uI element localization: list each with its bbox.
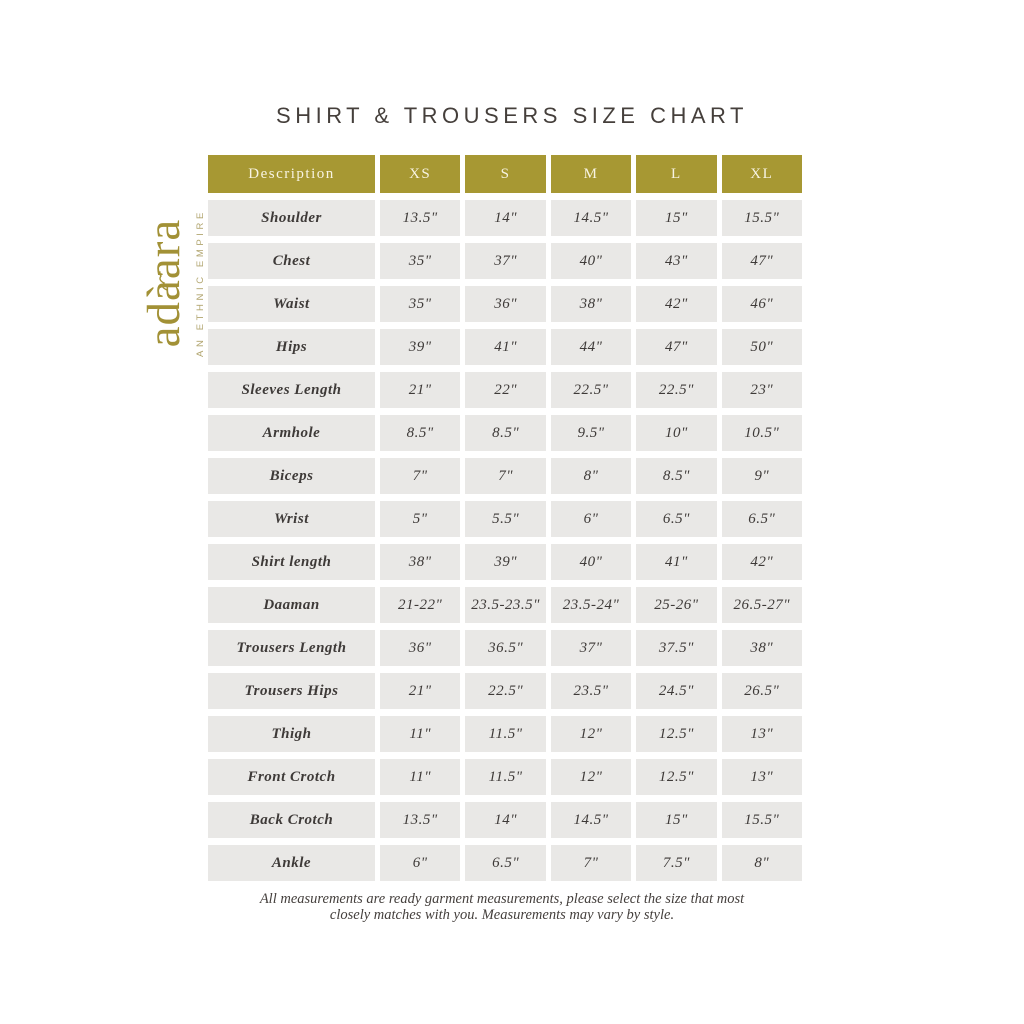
row-label: Trousers Length xyxy=(208,630,375,666)
value-cell: 42" xyxy=(636,286,716,322)
row-label: Shoulder xyxy=(208,200,375,236)
value-cell: 50" xyxy=(722,329,802,365)
value-cell: 10" xyxy=(636,415,716,451)
value-cell: 15" xyxy=(636,200,716,236)
value-cell: 41" xyxy=(465,329,545,365)
value-cell: 8.5" xyxy=(465,415,545,451)
value-cell: 42" xyxy=(722,544,802,580)
row-label: Biceps xyxy=(208,458,375,494)
value-cell: 26.5-27" xyxy=(722,587,802,623)
value-cell: 7" xyxy=(551,845,631,881)
table-row xyxy=(208,286,802,322)
value-cell: 11" xyxy=(380,759,460,795)
value-cell: 7.5" xyxy=(636,845,716,881)
row-label: Ankle xyxy=(208,845,375,881)
row-label: Wrist xyxy=(208,501,375,537)
value-cell: 5" xyxy=(380,501,460,537)
value-cell: 15.5" xyxy=(722,802,802,838)
value-cell: 12" xyxy=(551,716,631,752)
table-row xyxy=(208,587,802,623)
row-label: Chest xyxy=(208,243,375,279)
value-cell: 38" xyxy=(380,544,460,580)
value-cell: 26.5" xyxy=(722,673,802,709)
value-cell: 35" xyxy=(380,243,460,279)
value-cell: 6.5" xyxy=(465,845,545,881)
table-row xyxy=(208,716,802,752)
value-cell: 6" xyxy=(380,845,460,881)
page-title: SHIRT & TROUSERS SIZE CHART xyxy=(276,103,748,128)
value-cell: 10.5" xyxy=(722,415,802,451)
value-cell: 15.5" xyxy=(722,200,802,236)
value-cell: 21" xyxy=(380,673,460,709)
value-cell: 12.5" xyxy=(636,759,716,795)
value-cell: 36.5" xyxy=(465,630,545,666)
value-cell: 39" xyxy=(380,329,460,365)
value-cell: 38" xyxy=(551,286,631,322)
row-label: Front Crotch xyxy=(208,759,375,795)
value-cell: 41" xyxy=(636,544,716,580)
row-label: Hips xyxy=(208,329,375,365)
table-row xyxy=(208,759,802,795)
value-cell: 24.5" xyxy=(636,673,716,709)
table-header-row xyxy=(208,155,802,193)
value-cell: 13" xyxy=(722,759,802,795)
value-cell: 40" xyxy=(551,243,631,279)
table-row xyxy=(208,372,802,408)
value-cell: 43" xyxy=(636,243,716,279)
brand-tagline: AN ETHNIC EMPIRE xyxy=(194,209,206,357)
value-cell: 7" xyxy=(380,458,460,494)
table-row xyxy=(208,544,802,580)
value-cell: 36" xyxy=(465,286,545,322)
header-cell-s: S xyxy=(465,155,545,193)
value-cell: 36" xyxy=(380,630,460,666)
value-cell: 13.5" xyxy=(380,200,460,236)
value-cell: 8" xyxy=(722,845,802,881)
row-label: Armhole xyxy=(208,415,375,451)
value-cell: 39" xyxy=(465,544,545,580)
value-cell: 21-22" xyxy=(380,587,460,623)
row-label: Daaman xyxy=(208,587,375,623)
footnote-line-2: closely matches with you. Measurements may vary by style. xyxy=(329,906,675,923)
row-label: Trousers Hips xyxy=(208,673,375,709)
brand-logo xyxy=(137,176,209,390)
value-cell: 13" xyxy=(722,716,802,752)
row-label: Sleeves Length xyxy=(208,372,375,408)
value-cell: 23.5-23.5" xyxy=(465,587,545,623)
value-cell: 11.5" xyxy=(465,716,545,752)
value-cell: 14" xyxy=(465,802,545,838)
row-label: Back Crotch xyxy=(208,802,375,838)
value-cell: 25-26" xyxy=(636,587,716,623)
table-row xyxy=(208,458,802,494)
value-cell: 13.5" xyxy=(380,802,460,838)
table-row xyxy=(208,243,802,279)
value-cell: 46" xyxy=(722,286,802,322)
value-cell: 37" xyxy=(551,630,631,666)
value-cell: 22.5" xyxy=(465,673,545,709)
value-cell: 22.5" xyxy=(636,372,716,408)
brand-wordmark-text: adàara xyxy=(137,218,190,348)
value-cell: 15" xyxy=(636,802,716,838)
value-cell: 14" xyxy=(465,200,545,236)
value-cell: 23.5-24" xyxy=(551,587,631,623)
value-cell: 8" xyxy=(551,458,631,494)
table-row xyxy=(208,200,802,236)
value-cell: 22.5" xyxy=(551,372,631,408)
value-cell: 8.5" xyxy=(380,415,460,451)
table-row xyxy=(208,329,802,365)
value-cell: 40" xyxy=(551,544,631,580)
value-cell: 5.5" xyxy=(465,501,545,537)
bird-swirl-icon xyxy=(130,271,177,291)
value-cell: 12.5" xyxy=(636,716,716,752)
value-cell: 14.5" xyxy=(551,802,631,838)
table-row xyxy=(208,673,802,709)
value-cell: 9.5" xyxy=(551,415,631,451)
value-cell: 12" xyxy=(551,759,631,795)
table-row xyxy=(208,802,802,838)
value-cell: 23" xyxy=(722,372,802,408)
footnote-line-1: All measurements are ready garment measurements, please select the size that most xyxy=(259,891,745,907)
header-cell-xl: XL xyxy=(722,155,802,193)
value-cell: 37.5" xyxy=(636,630,716,666)
value-cell: 8.5" xyxy=(636,458,716,494)
value-cell: 21" xyxy=(380,372,460,408)
header-cell-m: M xyxy=(551,155,631,193)
value-cell: 44" xyxy=(551,329,631,365)
value-cell: 47" xyxy=(636,329,716,365)
table-row xyxy=(208,845,802,881)
header-cell-xs: XS xyxy=(380,155,460,193)
size-table xyxy=(208,155,802,888)
value-cell: 35" xyxy=(380,286,460,322)
header-cell-l: L xyxy=(636,155,716,193)
value-cell: 23.5" xyxy=(551,673,631,709)
header-cell-description: Description xyxy=(208,155,375,193)
value-cell: 6.5" xyxy=(722,501,802,537)
value-cell: 9" xyxy=(722,458,802,494)
value-cell: 22" xyxy=(465,372,545,408)
row-label: Thigh xyxy=(208,716,375,752)
table-row xyxy=(208,501,802,537)
value-cell: 6.5" xyxy=(636,501,716,537)
table-row xyxy=(208,630,802,666)
value-cell: 37" xyxy=(465,243,545,279)
row-label: Waist xyxy=(208,286,375,322)
brand-wordmark xyxy=(137,218,190,348)
value-cell: 14.5" xyxy=(551,200,631,236)
value-cell: 11.5" xyxy=(465,759,545,795)
value-cell: 38" xyxy=(722,630,802,666)
footnote xyxy=(0,892,1004,923)
table-row xyxy=(208,415,802,451)
value-cell: 11" xyxy=(380,716,460,752)
value-cell: 7" xyxy=(465,458,545,494)
value-cell: 47" xyxy=(722,243,802,279)
value-cell: 6" xyxy=(551,501,631,537)
row-label: Shirt length xyxy=(208,544,375,580)
